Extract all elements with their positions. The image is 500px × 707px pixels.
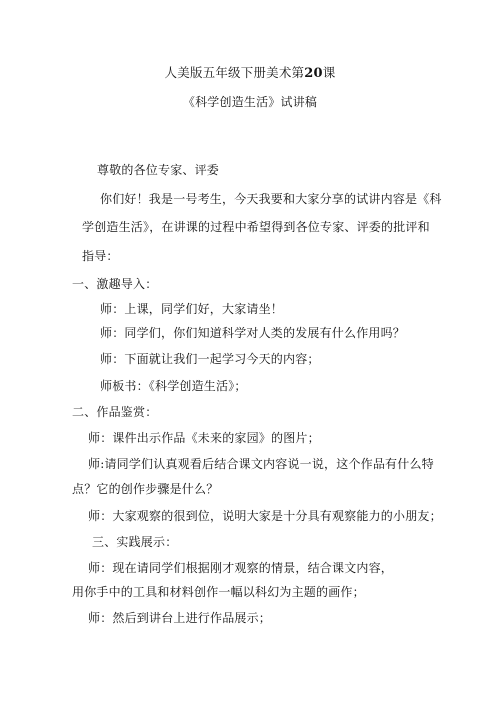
intro-line: 你们好！我是一号考生，今天我要和大家分享的试讲内容是《科 <box>100 192 442 206</box>
document-title <box>0 66 500 81</box>
greeting: 尊敬的各位专家、评委 <box>97 163 220 177</box>
section-heading: 三、实践展示： <box>92 535 178 549</box>
dialogue-line: 师：同学们，你们知道科学对人类的发展有什么作用吗？ <box>100 326 406 340</box>
dialogue-line: 师：上课，同学们好，大家请坐！ <box>100 302 284 316</box>
dialogue-line: 师板书：《科学创造生活》； <box>100 379 247 393</box>
lesson-number: 20 <box>304 66 323 81</box>
dialogue-line: 师：下面就让我们一起学习今天的内容； <box>100 352 320 366</box>
intro-line: 指导： <box>82 249 119 263</box>
dialogue-line: 师：然后到讲台上进行作品展示； <box>88 611 272 625</box>
document-subtitle: 《科学创造生活》试讲稿 <box>182 95 318 109</box>
dialogue-line: 点？它的创作步骤是什么？ <box>72 482 219 496</box>
dialogue-line: 师：大家观察的很到位，说明大家是十分具有观察能力的小朋友； <box>88 509 442 523</box>
dialogue-line: 师:请同学们认真观看后结合课文内容说一说，这个作品有什么特 <box>88 457 434 471</box>
section-heading: 二、作品鉴赏： <box>72 405 158 419</box>
title-suffix: 课 <box>322 65 336 80</box>
intro-line: 学创造生活》，在讲课的过程中希望得到各位专家、评委的批评和 <box>82 220 430 234</box>
dialogue-line: 用你手中的工具和材料创作一幅以科幻为主题的画作； <box>72 585 365 599</box>
title-prefix: 人美版五年级下册美术第 <box>164 65 305 80</box>
section-heading: 一、激趣导入： <box>72 277 158 291</box>
dialogue-line: 师：现在请同学们根据刚才观察的情景，结合课文内容， <box>88 561 394 575</box>
dialogue-line: 师：课件出示作品《未来的家园》的图片； <box>88 431 320 445</box>
